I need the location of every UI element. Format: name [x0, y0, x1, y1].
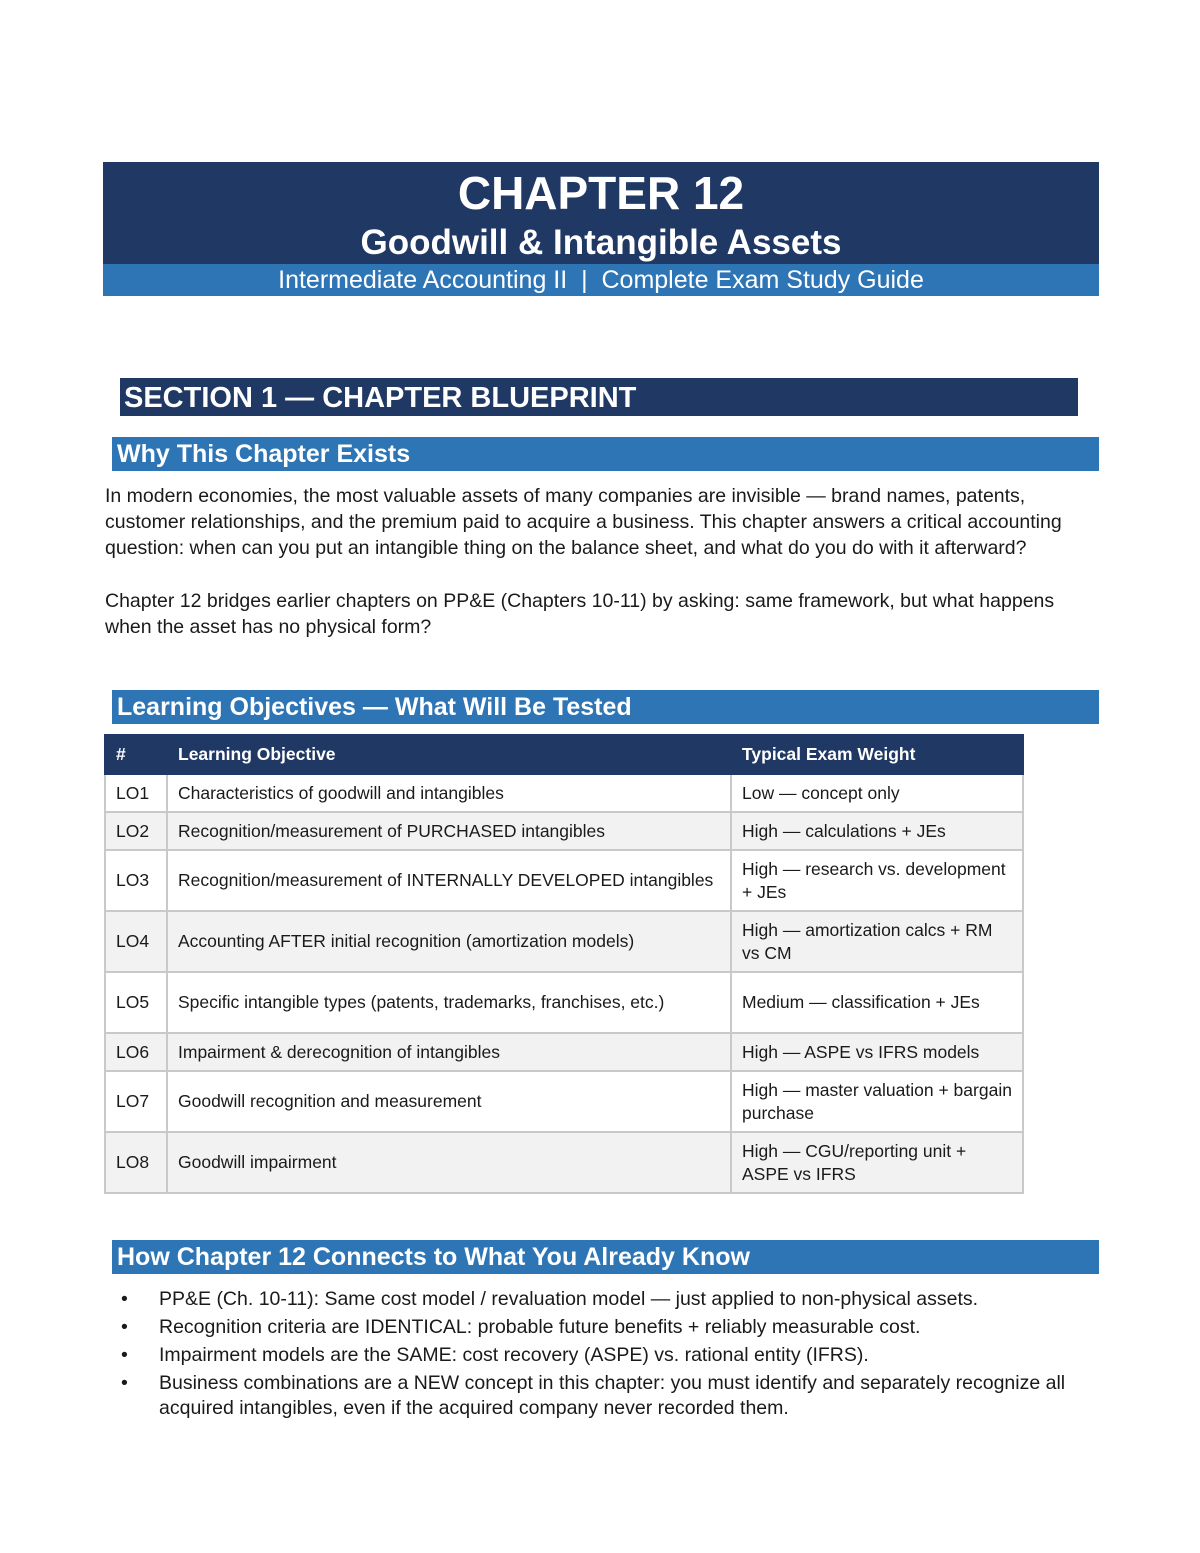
bullet-text: PP&E (Ch. 10-11): Same cost model / revaluation model — just applied to non-physical assets.: [159, 1288, 979, 1310]
lo-objective: Recognition/measurement of INTERNALLY DEVELOPED intangibles: [167, 850, 731, 911]
table-row: [105, 1132, 1023, 1193]
connects-bullet-list: [116, 1287, 1096, 1424]
lo-number: LO6: [105, 1033, 167, 1071]
table-row: [105, 774, 1023, 812]
list-item: [116, 1287, 1096, 1312]
lo-objective: Goodwill recognition and measurement: [167, 1071, 731, 1132]
lo-objective: Recognition/measurement of PURCHASED intangibles: [167, 812, 731, 850]
lo-number: LO5: [105, 972, 167, 1033]
why-paragraph-2: Chapter 12 bridges earlier chapters on PP&E (Chapters 10-11) by asking: same framework, but what happens when the asset has no physical form?: [105, 590, 1055, 638]
lo-objective: Specific intangible types (patents, trademarks, franchises, etc.): [167, 972, 731, 1033]
bullet-text: Impairment models are the SAME: cost recovery (ASPE) vs. rational entity (IFRS).: [159, 1344, 869, 1366]
lo-number: LO2: [105, 812, 167, 850]
table-header-row: [105, 735, 1023, 774]
section-1-heading: SECTION 1 — CHAPTER BLUEPRINT: [120, 378, 1078, 416]
why-paragraph-1: In modern economies, the most valuable assets of many companies are invisible — brand names, patents, customer relationships, and the premium paid to acquire a business. This chapter answers a critical accounting question: when can you put an intangible thing on the balance sheet, and what do you do with it afterward?: [105, 485, 1062, 559]
lo-weight: High — ASPE vs IFRS models: [731, 1033, 1023, 1071]
lo-number: LO1: [105, 774, 167, 812]
lo-number: LO8: [105, 1132, 167, 1193]
learning-objectives-table: [104, 734, 1024, 1194]
bullet-marker: •: [121, 1316, 128, 1338]
chapter-header-title-area: [103, 162, 1099, 264]
bullet-marker: •: [121, 1344, 128, 1366]
chapter-number: CHAPTER 12: [457, 167, 745, 219]
lo-weight: Medium — classification + JEs: [731, 972, 1023, 1033]
lo-objective: Goodwill impairment: [167, 1132, 731, 1193]
bullet-marker: •: [121, 1288, 128, 1310]
table-row: [105, 1033, 1023, 1071]
lo-number: LO3: [105, 850, 167, 911]
learning-objectives-heading: Learning Objectives — What Will Be Tested: [112, 690, 1099, 724]
bullet-text: Business combinations are a NEW concept in this chapter: you must identify and separately recognize all acquired intangibles, even if the acquired company never recorded them.: [159, 1372, 1066, 1419]
lo-weight: High — calculations + JEs: [731, 812, 1023, 850]
column-header-weight: Typical Exam Weight: [731, 735, 1023, 774]
lo-weight: High — research vs. development + JEs: [731, 850, 1023, 911]
table-row: [105, 911, 1023, 972]
lo-weight: Low — concept only: [731, 774, 1023, 812]
chapter-title: Goodwill & Intangible Assets: [360, 223, 842, 262]
column-header-objective: Learning Objective: [167, 735, 731, 774]
bullet-text: Recognition criteria are IDENTICAL: probable future benefits + reliably measurable cost.: [159, 1316, 921, 1338]
lo-weight: High — amortization calcs + RM vs CM: [731, 911, 1023, 972]
table-row: [105, 972, 1023, 1033]
lo-number: LO7: [105, 1071, 167, 1132]
lo-objective: Accounting AFTER initial recognition (amortization models): [167, 911, 731, 972]
list-item: [116, 1343, 1096, 1368]
list-item: [116, 1315, 1096, 1340]
lo-number: LO4: [105, 911, 167, 972]
column-header-number: #: [105, 735, 167, 774]
course-line: Intermediate Accounting II | Complete Exam Study Guide: [103, 264, 1099, 296]
list-item: [116, 1371, 1096, 1421]
connects-heading: How Chapter 12 Connects to What You Already Know: [112, 1240, 1099, 1274]
lo-weight: High — master valuation + bargain purchase: [731, 1071, 1023, 1132]
chapter-header: [103, 162, 1099, 296]
lo-weight: High — CGU/reporting unit + ASPE vs IFRS: [731, 1132, 1023, 1193]
lo-objective: Characteristics of goodwill and intangibles: [167, 774, 731, 812]
table-row: [105, 850, 1023, 911]
table-row: [105, 1071, 1023, 1132]
lo-objective: Impairment & derecognition of intangibles: [167, 1033, 731, 1071]
bullet-marker: •: [121, 1372, 128, 1394]
why-chapter-heading: Why This Chapter Exists: [112, 437, 1099, 471]
table-row: [105, 812, 1023, 850]
